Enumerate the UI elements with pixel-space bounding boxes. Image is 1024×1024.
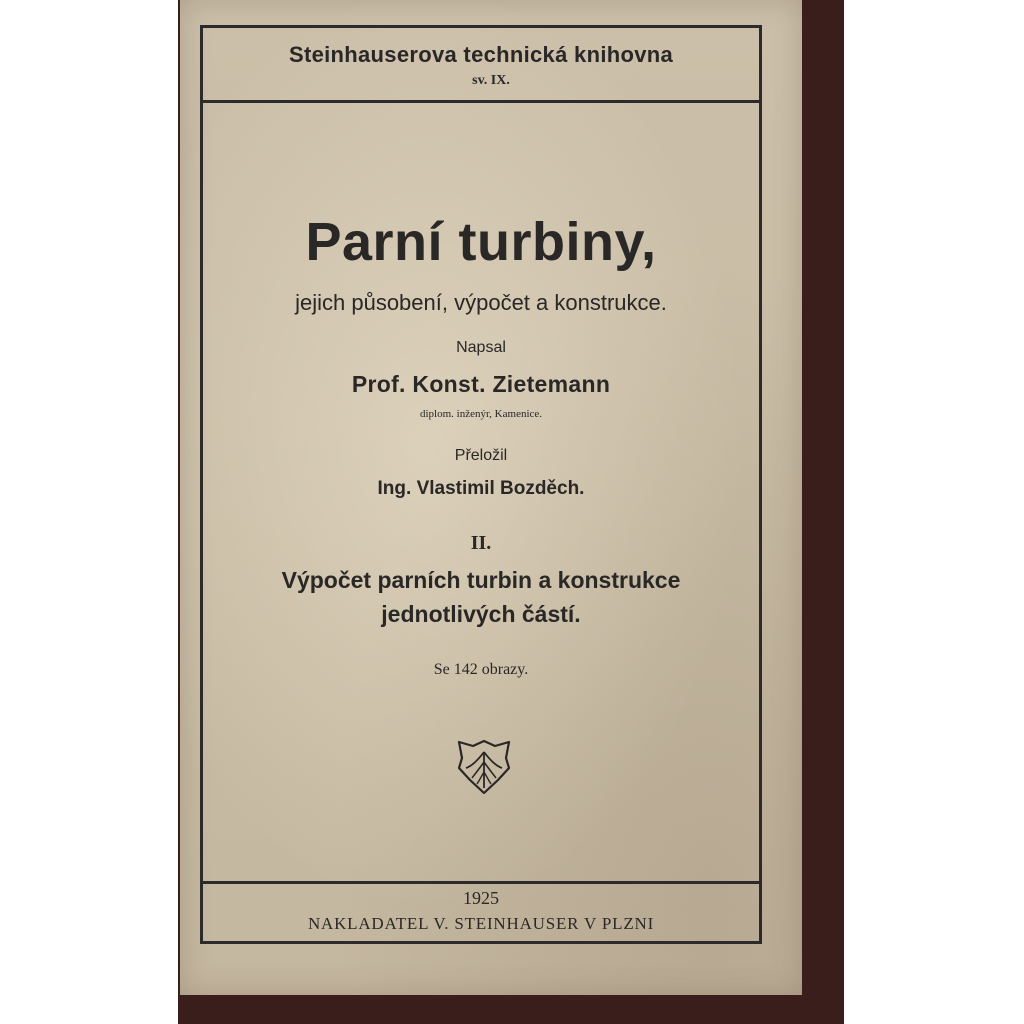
translator-name: Ing. Vlastimil Bozděch. — [377, 478, 585, 499]
illustrations-note: Se 142 obrazy. — [433, 661, 529, 678]
top-rule — [203, 100, 759, 103]
author-name: Prof. Konst. Zietemann — [351, 371, 611, 397]
written-by-label: Napsal — [456, 339, 506, 356]
author-note: diplom. inženýr, Kamenice. — [419, 408, 543, 420]
series-title: Steinhauserova technická knihovna — [288, 42, 674, 67]
part-title-line2: jednotlivých částí. — [381, 601, 581, 627]
part-number: II. — [470, 532, 492, 554]
book-title: Parní turbiny, — [305, 212, 657, 272]
publisher-emblem-icon — [456, 738, 512, 796]
book-cover — [180, 0, 802, 995]
series-volume: sv. IX. — [472, 73, 510, 88]
book-subtitle: jejich působení, výpočet a konstrukce. — [295, 290, 667, 315]
publication-year: 1925 — [463, 888, 499, 908]
cover-frame — [200, 25, 762, 944]
publisher-line: NAKLADATEL V. STEINHAUSER V PLZNI — [307, 914, 655, 933]
bottom-rule — [203, 881, 759, 884]
translated-by-label: Přeložil — [454, 447, 508, 464]
part-title-line1: Výpočet parních turbin a konstrukce — [281, 567, 681, 593]
